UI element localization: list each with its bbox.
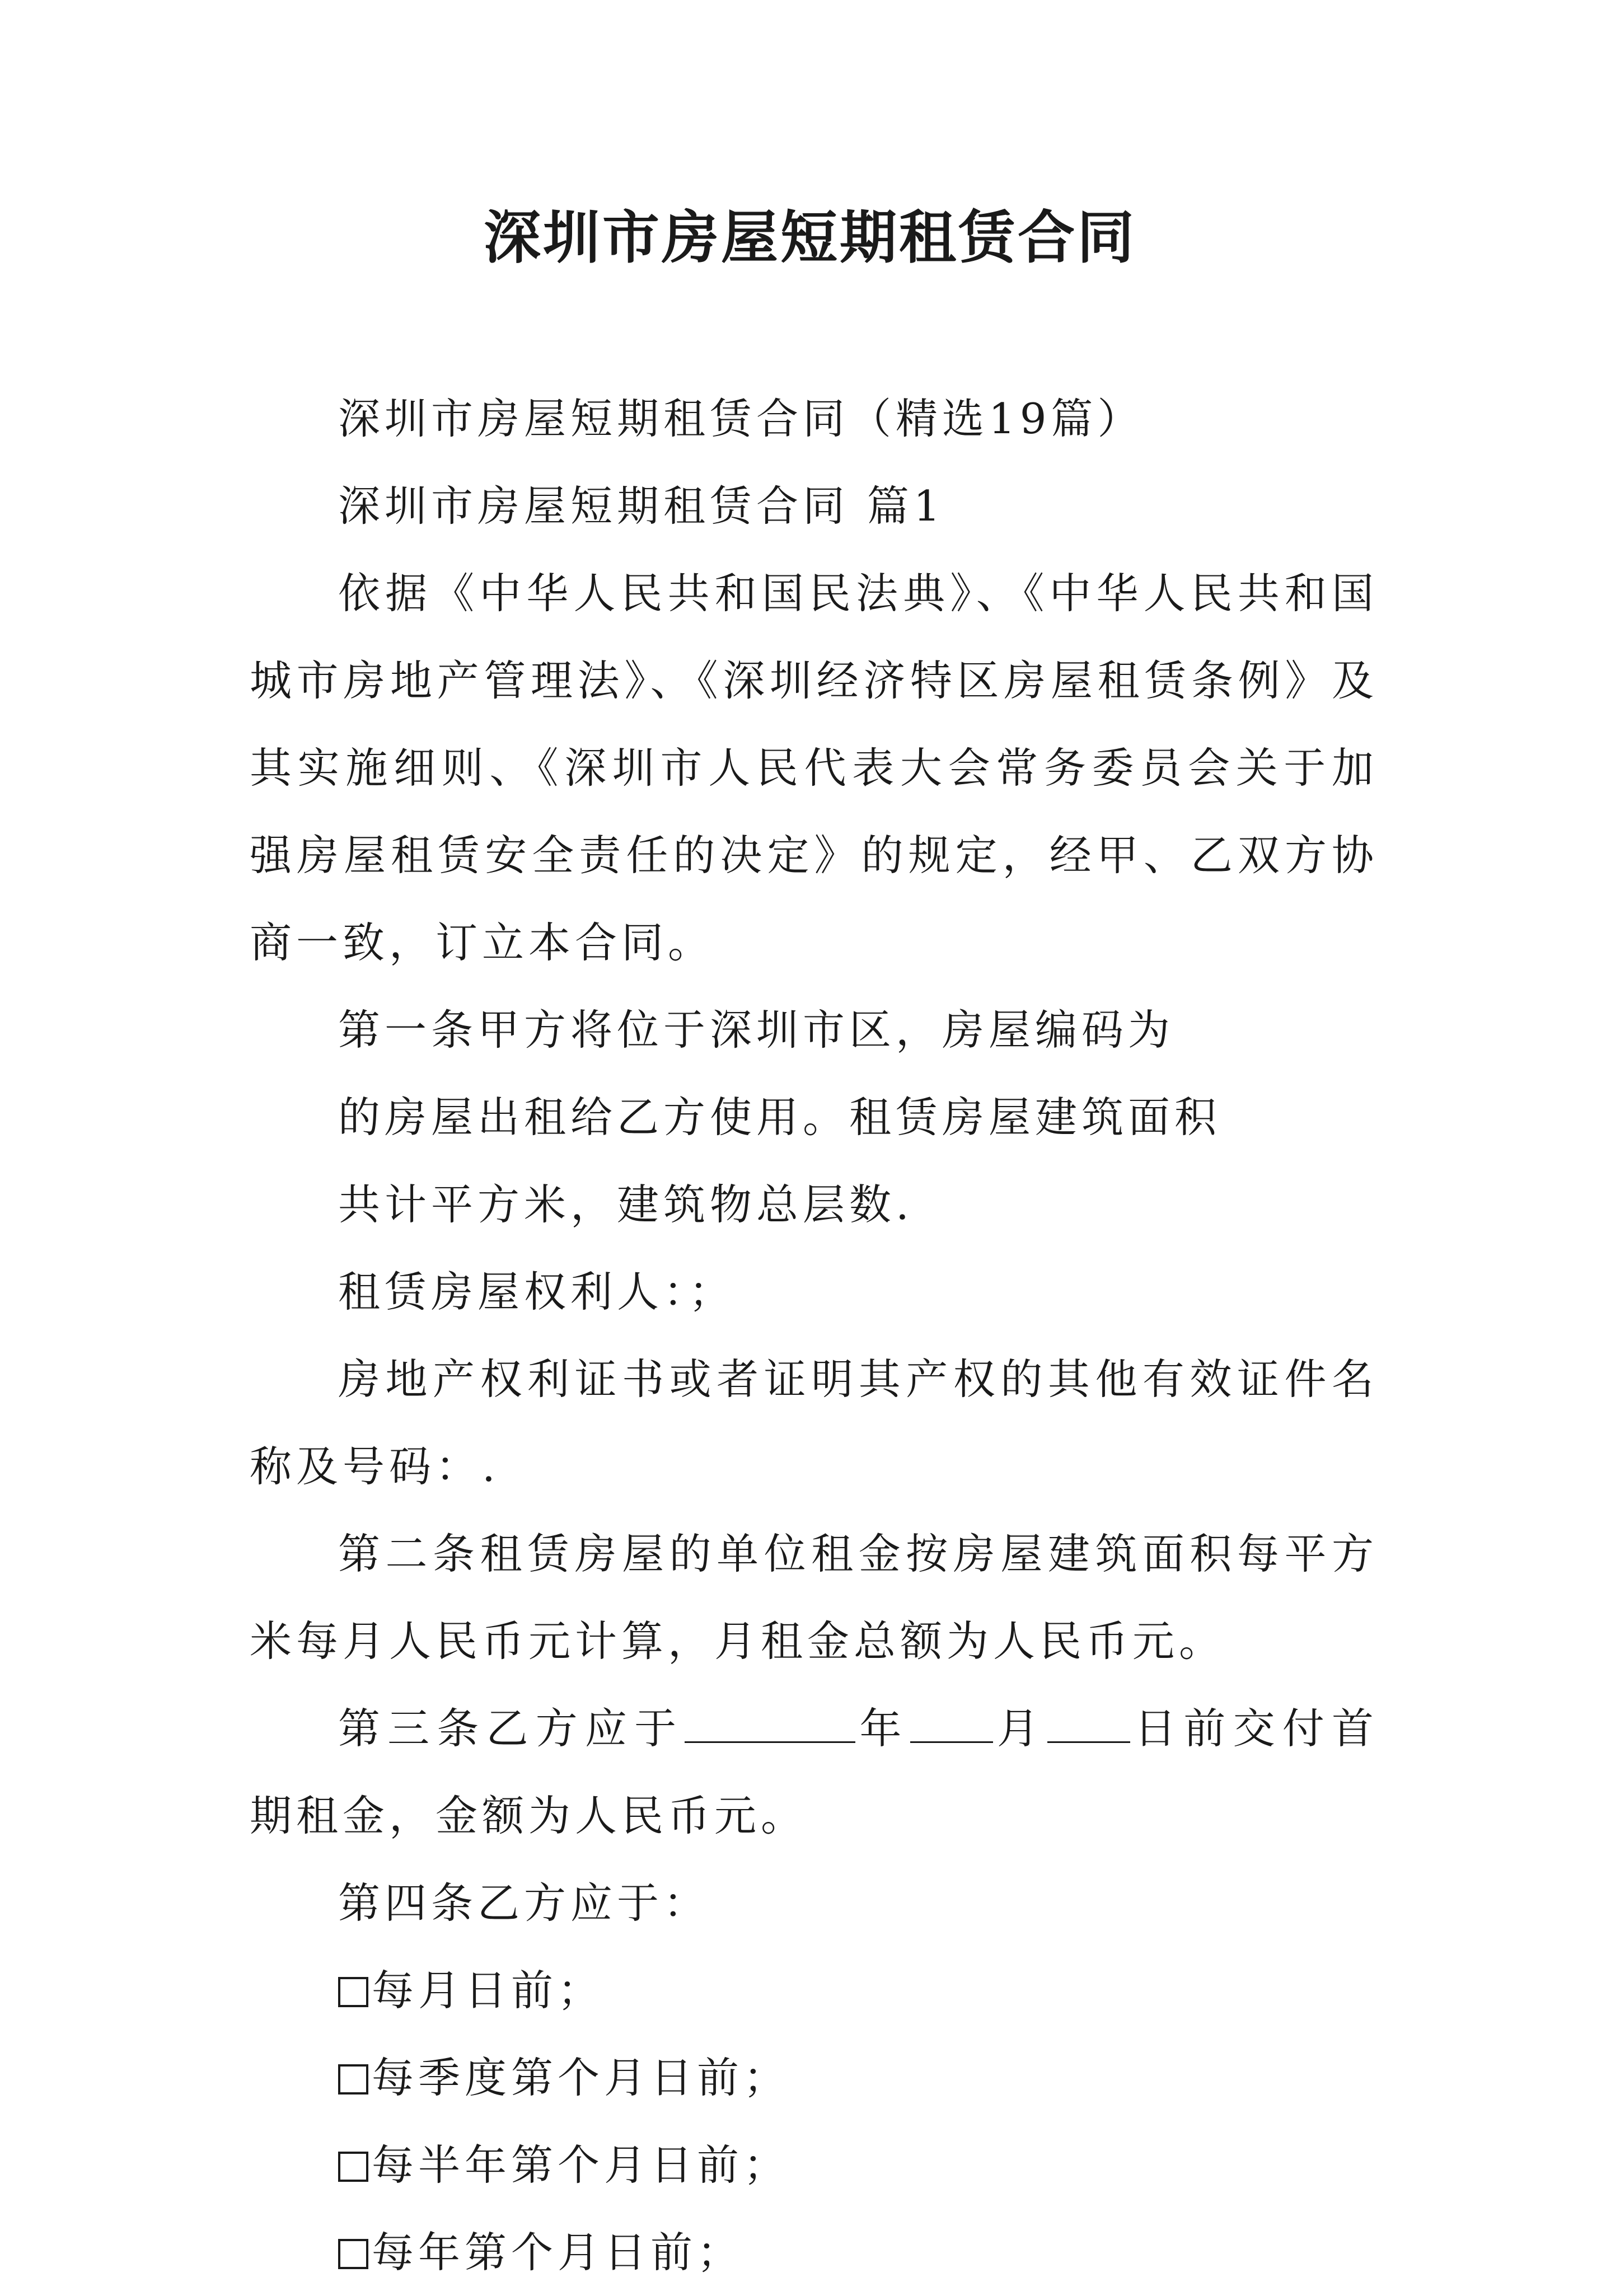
checkbox-icon bbox=[338, 2239, 368, 2269]
article-2-paragraph: 第二条租赁房屋的单位租金按房屋建筑面积每平方米每月人民币元计算，月租金总额为人民币元。 bbox=[250, 1529, 1378, 1666]
section-heading: 深圳市房屋短期租赁合同 篇1 bbox=[338, 481, 945, 531]
option-yearly bbox=[250, 2209, 1378, 2296]
option-label: 每季度第个月日前； bbox=[372, 2053, 790, 2102]
article-1-line-3: 共计平方米，建筑物总层数. bbox=[338, 1180, 914, 1229]
day-blank bbox=[1047, 1707, 1130, 1743]
option-label: 每半年第个月日前； bbox=[372, 2140, 790, 2190]
article-1-line-1: 第一条甲方将位于深圳市区，房屋编码为 bbox=[338, 1005, 1175, 1055]
checkbox-icon bbox=[338, 2064, 368, 2094]
year-blank bbox=[685, 1707, 855, 1743]
option-quarterly bbox=[250, 2034, 1378, 2121]
month-label: 月 bbox=[994, 1704, 1047, 1753]
owner-line: 租赁房屋权利人：； bbox=[338, 1267, 736, 1316]
option-monthly bbox=[250, 1947, 1378, 2034]
article-4-paragraph: 第四条乙方应于： bbox=[338, 1878, 710, 1928]
article-1-line-2: 的房屋出租给乙方使用。租赁房屋建筑面积 bbox=[338, 1093, 1221, 1142]
option-label: 每月日前； bbox=[372, 1966, 605, 2015]
document-title: 深圳市房屋短期租赁合同 bbox=[484, 204, 1136, 271]
article-3-suffix: 日前交付首期租金，金额为人民币元。 bbox=[250, 1704, 1378, 1840]
checkbox-icon bbox=[338, 2152, 368, 2182]
month-blank bbox=[910, 1707, 993, 1743]
year-label: 年 bbox=[856, 1704, 909, 1753]
checkbox-icon bbox=[338, 1977, 368, 2007]
document-body bbox=[250, 375, 1378, 2296]
certificate-paragraph: 房地产权利证书或者证明其产权的其他有效证件名称及号码：. bbox=[250, 1355, 1378, 1491]
preamble-paragraph: 依据《中华人民共和国民法典》、《中华人民共和国城市房地产管理法》、《深圳经济特区房屋租赁条例》及其实施细则、《深圳市人民代表大会常务委员会关于加强房屋租赁安全责任的决定》的规定，经甲、乙双方协商一致，订立本合同。 bbox=[250, 569, 1378, 967]
option-half-yearly bbox=[250, 2121, 1378, 2209]
option-label: 每年第个月日前； bbox=[372, 2228, 744, 2277]
article-3-prefix: 第三条乙方应于 bbox=[338, 1704, 684, 1753]
subtitle: 深圳市房屋短期租赁合同（精选19篇） bbox=[338, 394, 1144, 443]
article-3-paragraph bbox=[250, 1685, 1378, 1859]
